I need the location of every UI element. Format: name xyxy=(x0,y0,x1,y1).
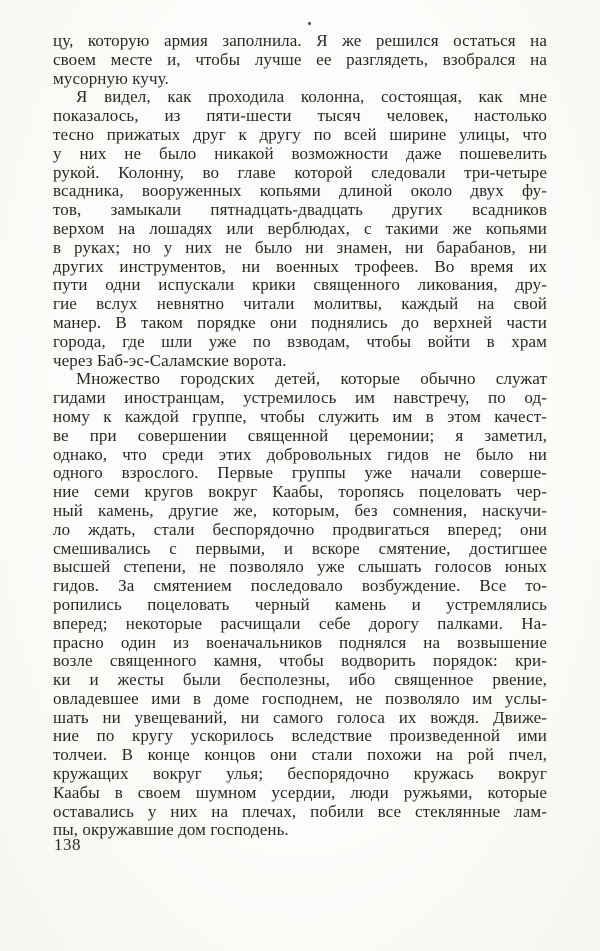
text-line: высшей степени, не позволяло уже слышать голосов юных xyxy=(53,557,547,577)
text-line: города, где шли уже по взводам, чтобы войти в храм xyxy=(53,331,547,351)
text-line: прасно один из военачальников поднялся на возвышение xyxy=(53,632,547,652)
text-line: всадника, вооруженных копьями длиной около двух фу- xyxy=(53,181,547,201)
text-line: возле священного камня, чтобы водворить порядок: кри- xyxy=(53,651,547,671)
page-text xyxy=(53,32,547,840)
text-line: верхом на лошадях или верблюдах, с такими же копьями xyxy=(53,218,547,238)
text-line: в руках; но у них не было ни знамен, ни барабанов, ни xyxy=(53,237,547,257)
text-line: манер. В таком порядке они поднялись до верхней части xyxy=(53,312,547,332)
text-line: гидами иностранцам, устремилось им навстречу, по од- xyxy=(53,388,547,408)
text-line: ло ждать, стали беспорядочно продвигаться вперед; они xyxy=(53,519,547,539)
text-line: других инструментов, ни военных трофеев. Во время их xyxy=(53,256,547,276)
text-line: шать ни увещеваний, ни самого голоса их вождя. Движе- xyxy=(53,707,547,727)
text-line: однако, что среди этих добровольных гидов не было ни xyxy=(53,444,547,464)
print-speck-icon xyxy=(308,22,311,25)
text-line: овладевшее ими в доме господнем, не позволяло им услы- xyxy=(53,688,547,708)
text-line: у них не было никакой возможности даже пошевелить xyxy=(53,143,547,163)
text-line: ный камень, другие же, которым, без сомнения, наскучи- xyxy=(53,500,547,520)
text-line: смешивались с первыми, и вскоре смятение, достигшее xyxy=(53,538,547,558)
text-line: пути одни испускали крики священного ликования, дру- xyxy=(53,275,547,295)
text-line: ве при совершении священной церемонии; я заметил, xyxy=(53,425,547,445)
text-line: вперед; некоторые расчищали себе дорогу палками. На- xyxy=(53,613,547,633)
text-line: гидов. За смятением последовало возбуждение. Все то- xyxy=(53,576,547,596)
text-line: Множество городских детей, которые обычно служат xyxy=(76,369,547,389)
page-number: 138 xyxy=(54,835,81,854)
text-line: тесно прижатых друг к другу по всей ширине улицы, что xyxy=(53,124,547,144)
text-line: тов, замыкали пятнадцать-двадцать других всадников xyxy=(53,200,547,220)
text-line: кружащих вокруг улья; беспорядочно кружась вокруг xyxy=(53,764,547,784)
text-line: рукой. Колонну, во главе которой следовали три-четыре xyxy=(53,162,547,182)
text-line: показалось, из пяти-шести тысяч человек, настолько xyxy=(53,106,547,126)
text-line: ние по кругу ускорилось вследствие произведенной ими xyxy=(53,726,547,746)
text-line: через Баб-эс-Саламские ворота. xyxy=(53,350,287,370)
text-line: оставались у них на плечах, побили все стеклянные лам- xyxy=(53,801,547,821)
text-line: Каабы в своем шумном усердии, люди ружьями, которые xyxy=(53,782,547,802)
text-line: ки и жесты были бесполезны, ибо священное рвение, xyxy=(53,670,547,690)
text-line: цу, которую армия заполнила. Я же решился остаться на xyxy=(53,31,547,50)
text-line: ропились поцеловать черный камень и устремлялись xyxy=(53,594,547,614)
text-line: гие вслух невнятно читали молитвы, каждый на свой xyxy=(53,294,547,314)
text-line: одного взрослого. Первые группы уже начали соверше- xyxy=(53,463,547,483)
text-line: толчеи. В конце концов они стали похожи на рой пчел, xyxy=(53,745,547,765)
text-line: своем месте и, чтобы лучше ее разглядеть, взобрался на xyxy=(53,49,547,69)
text-line: Я видел, как проходила колонна, состоящая, как мне xyxy=(76,87,547,107)
text-line: пы, окружавшие дом господень. xyxy=(53,820,289,840)
text-line: ному к каждой группе, чтобы служить им в этом качест- xyxy=(53,406,547,426)
text-line: ние семи кругов вокруг Каабы, торопясь поцеловать чер- xyxy=(53,482,547,502)
text-line: мусорную кучу. xyxy=(53,68,169,88)
